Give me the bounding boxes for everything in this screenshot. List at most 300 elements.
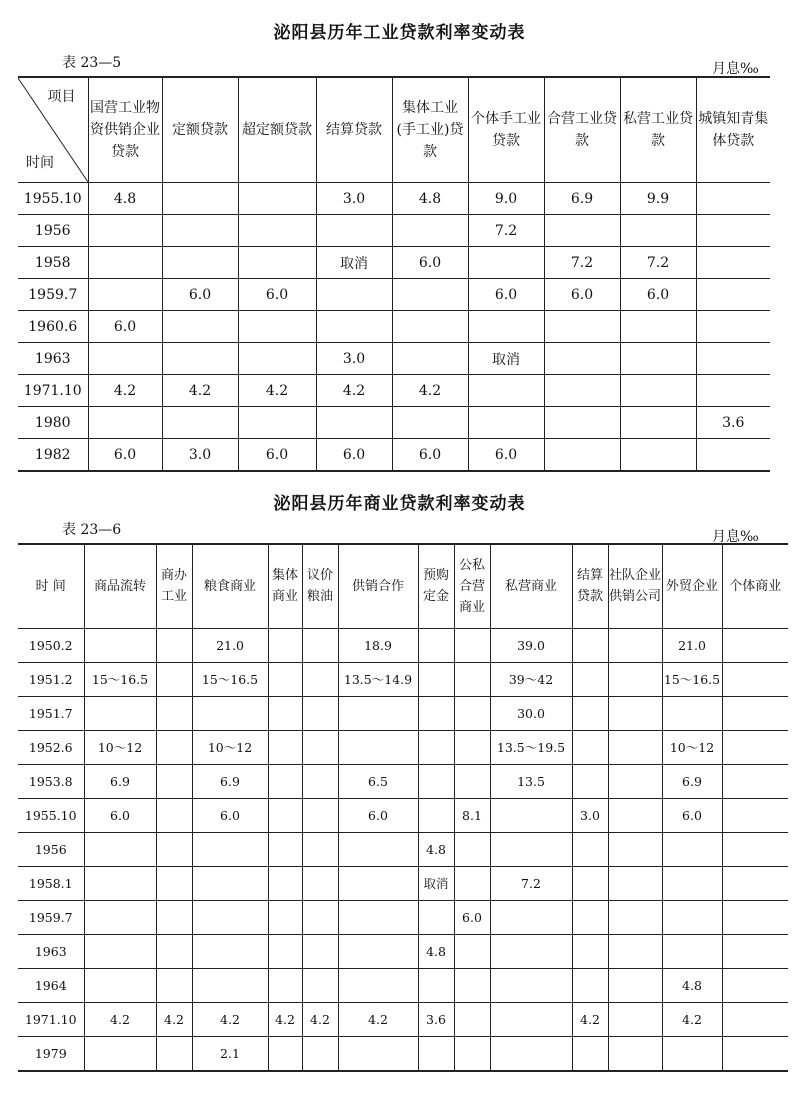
rate-cell: 4.2 (268, 1002, 302, 1036)
rate-cell: 4.2 (572, 1002, 608, 1036)
rate-cell (608, 798, 662, 832)
rate-cell (490, 832, 572, 866)
column-header: 个体商业 (722, 544, 788, 628)
rate-cell: 6.9 (84, 764, 156, 798)
column-header: 社队企业供销公司 (608, 544, 662, 628)
rate-cell: 15～16.5 (192, 662, 268, 696)
table-row (18, 183, 770, 215)
rate-cell (490, 900, 572, 934)
rate-cell (84, 900, 156, 934)
rate-cell (454, 866, 490, 900)
rate-cell: 9.0 (468, 183, 544, 215)
rate-cell (338, 1036, 418, 1071)
row-time-cell: 1979 (18, 1036, 84, 1071)
rate-cell: 4.2 (392, 375, 468, 407)
rate-cell: 6.0 (620, 279, 696, 311)
rate-cell (302, 1036, 338, 1071)
rate-cell (302, 934, 338, 968)
row-time-cell: 1956 (18, 215, 88, 247)
rate-cell (88, 247, 162, 279)
rate-cell: 15～16.5 (662, 662, 722, 696)
rate-cell: 10～12 (192, 730, 268, 764)
rate-cell: 15～16.5 (84, 662, 156, 696)
rate-cell: 4.8 (418, 934, 454, 968)
rate-cell: 21.0 (192, 628, 268, 662)
rate-cell: 3.0 (572, 798, 608, 832)
rate-cell (338, 866, 418, 900)
rate-cell (302, 730, 338, 764)
rate-cell (156, 866, 192, 900)
table-row (18, 798, 788, 832)
rate-cell (722, 968, 788, 1002)
rate-cell (316, 311, 392, 343)
rate-cell (418, 764, 454, 798)
rate-cell (268, 696, 302, 730)
rate-cell (238, 343, 316, 375)
rate-cell (572, 866, 608, 900)
rate-cell: 13.5 (490, 764, 572, 798)
table-row (18, 934, 788, 968)
rate-cell: 39.0 (490, 628, 572, 662)
rate-cell (84, 866, 156, 900)
rate-cell (156, 730, 192, 764)
corner-header (18, 77, 88, 183)
rate-cell (722, 832, 788, 866)
rate-cell (84, 1036, 156, 1071)
rate-cell: 4.2 (316, 375, 392, 407)
rate-cell: 取消 (418, 866, 454, 900)
rate-cell (418, 968, 454, 1002)
column-header: 集体工业(手工业)贷 款 (392, 77, 468, 183)
rate-cell: 8.1 (454, 798, 490, 832)
rate-cell: 39～42 (490, 662, 572, 696)
row-time-cell: 1959.7 (18, 900, 84, 934)
rate-cell (608, 1036, 662, 1071)
column-header: 公私合营商业 (454, 544, 490, 628)
rate-cell (572, 968, 608, 1002)
rate-cell: 3.0 (316, 343, 392, 375)
rate-cell (572, 730, 608, 764)
rate-cell (192, 934, 268, 968)
rate-cell: 7.2 (468, 215, 544, 247)
rate-cell (338, 900, 418, 934)
rate-cell (722, 764, 788, 798)
rate-cell (662, 934, 722, 968)
table-row (18, 439, 770, 472)
rate-cell (392, 343, 468, 375)
column-header: 国营工业物资供销企业贷款 (88, 77, 162, 183)
rate-cell: 6.0 (238, 279, 316, 311)
rate-cell: 6.0 (88, 439, 162, 472)
rate-cell (544, 407, 620, 439)
rate-cell (418, 798, 454, 832)
rate-cell (88, 343, 162, 375)
rate-cell (696, 183, 770, 215)
table-row (18, 730, 788, 764)
rate-cell (392, 407, 468, 439)
rate-cell (468, 375, 544, 407)
rate-cell (722, 900, 788, 934)
rate-cell (418, 1036, 454, 1071)
table2-number: 表 23—6 (62, 522, 122, 538)
rate-cell (696, 215, 770, 247)
table-row (18, 375, 770, 407)
row-time-cell: 1955.10 (18, 798, 84, 832)
rate-cell (418, 730, 454, 764)
rate-cell (316, 407, 392, 439)
rate-cell (268, 662, 302, 696)
column-header: 粮食商业 (192, 544, 268, 628)
row-time-cell: 1980 (18, 407, 88, 439)
column-header: 结算贷款 (316, 77, 392, 183)
column-header: 私营工业贷款 (620, 77, 696, 183)
column-header: 私营商业 (490, 544, 572, 628)
rate-cell (302, 832, 338, 866)
rate-cell: 4.8 (662, 968, 722, 1002)
table-row (18, 215, 770, 247)
rate-cell (544, 343, 620, 375)
row-time-cell: 1958 (18, 247, 88, 279)
rate-cell (722, 628, 788, 662)
rate-cell (722, 1036, 788, 1071)
row-time-cell: 1951.7 (18, 696, 84, 730)
row-time-cell: 1964 (18, 968, 84, 1002)
rate-cell (156, 832, 192, 866)
rate-cell: 6.0 (392, 439, 468, 472)
rate-cell (722, 1002, 788, 1036)
table1-title: 泌阳县历年工业贷款利率变动表 (273, 23, 526, 43)
rate-cell (620, 375, 696, 407)
rate-cell (392, 311, 468, 343)
rate-cell (454, 968, 490, 1002)
rate-cell (392, 215, 468, 247)
rate-cell (192, 696, 268, 730)
rate-cell (468, 407, 544, 439)
rate-cell: 6.0 (544, 279, 620, 311)
rate-cell (156, 696, 192, 730)
rate-cell: 4.2 (238, 375, 316, 407)
rate-cell (608, 866, 662, 900)
rate-cell: 3.6 (418, 1002, 454, 1036)
rate-cell: 4.8 (392, 183, 468, 215)
rate-cell: 4.2 (662, 1002, 722, 1036)
rate-cell (302, 968, 338, 1002)
rate-cell (338, 968, 418, 1002)
rate-cell (662, 900, 722, 934)
rate-cell (544, 439, 620, 472)
rate-cell (238, 215, 316, 247)
rate-cell (162, 247, 238, 279)
rate-cell (418, 628, 454, 662)
rate-cell (84, 934, 156, 968)
rate-cell (88, 279, 162, 311)
rate-cell (468, 311, 544, 343)
rate-cell (572, 934, 608, 968)
rate-cell: 6.9 (662, 764, 722, 798)
rate-cell (192, 866, 268, 900)
rate-cell (338, 730, 418, 764)
rate-cell (608, 900, 662, 934)
rate-cell (268, 1036, 302, 1071)
rate-cell (608, 934, 662, 968)
column-header: 预购定金 (418, 544, 454, 628)
rate-cell (238, 247, 316, 279)
rate-cell (268, 628, 302, 662)
rate-cell (454, 730, 490, 764)
table-row (18, 311, 770, 343)
rate-cell (696, 247, 770, 279)
rate-cell (302, 662, 338, 696)
rate-cell (192, 832, 268, 866)
rate-cell (696, 343, 770, 375)
rate-cell (268, 798, 302, 832)
column-header: 超定额贷款 (238, 77, 316, 183)
table-row (18, 279, 770, 311)
rate-cell (156, 934, 192, 968)
rate-cell (608, 696, 662, 730)
rate-cell (338, 832, 418, 866)
rate-cell (662, 1036, 722, 1071)
rate-cell (572, 628, 608, 662)
rate-cell: 6.0 (316, 439, 392, 472)
rate-cell (302, 798, 338, 832)
rate-cell (454, 628, 490, 662)
rate-cell: 6.0 (338, 798, 418, 832)
row-time-cell: 1951.2 (18, 662, 84, 696)
rate-cell (662, 696, 722, 730)
column-header: 城镇知青集体贷款 (696, 77, 770, 183)
rate-cell: 取消 (468, 343, 544, 375)
rate-cell: 3.0 (316, 183, 392, 215)
rate-cell (454, 764, 490, 798)
rate-cell (620, 215, 696, 247)
row-time-cell: 1960.6 (18, 311, 88, 343)
rate-cell: 取消 (316, 247, 392, 279)
rate-cell (572, 1036, 608, 1071)
rate-cell (722, 866, 788, 900)
rate-cell (302, 900, 338, 934)
rate-cell (572, 662, 608, 696)
rate-cell (696, 311, 770, 343)
rate-cell: 10～12 (662, 730, 722, 764)
table-row (18, 662, 788, 696)
table-row (18, 900, 788, 934)
rate-cell: 4.2 (338, 1002, 418, 1036)
column-header: 个体手工业贷款 (468, 77, 544, 183)
rate-cell (544, 311, 620, 343)
rate-cell (338, 696, 418, 730)
column-header: 定额贷款 (162, 77, 238, 183)
table-row (18, 247, 770, 279)
rate-cell: 13.5～14.9 (338, 662, 418, 696)
rate-cell (490, 968, 572, 1002)
commercial-loan-rate-table (18, 543, 788, 1072)
rate-cell (162, 343, 238, 375)
rate-cell: 6.9 (544, 183, 620, 215)
table-row (18, 1002, 788, 1036)
rate-cell: 4.2 (156, 1002, 192, 1036)
rate-cell (572, 832, 608, 866)
rate-cell (490, 798, 572, 832)
rate-cell (268, 968, 302, 1002)
rate-cell (302, 866, 338, 900)
corner-time-label: 时间 (26, 155, 54, 171)
rate-cell (490, 934, 572, 968)
rate-cell (608, 832, 662, 866)
rate-cell (620, 343, 696, 375)
rate-cell (238, 311, 316, 343)
rate-cell (84, 832, 156, 866)
rate-cell (418, 662, 454, 696)
rate-cell: 30.0 (490, 696, 572, 730)
rate-cell (338, 934, 418, 968)
rate-cell: 4.2 (88, 375, 162, 407)
rate-cell (392, 279, 468, 311)
rate-cell (268, 900, 302, 934)
rate-cell (608, 968, 662, 1002)
rate-cell (608, 1002, 662, 1036)
rate-cell (268, 730, 302, 764)
rate-cell (418, 696, 454, 730)
column-header: 结算贷款 (572, 544, 608, 628)
row-time-cell: 1982 (18, 439, 88, 472)
rate-cell (84, 628, 156, 662)
table-row (18, 1036, 788, 1071)
rate-cell: 21.0 (662, 628, 722, 662)
rate-cell: 6.0 (192, 798, 268, 832)
rate-cell (454, 1036, 490, 1071)
table2-title: 泌阳县历年商业贷款利率变动表 (273, 494, 526, 514)
table-row (18, 696, 788, 730)
rate-cell (608, 628, 662, 662)
rate-cell: 6.9 (192, 764, 268, 798)
rate-cell (608, 662, 662, 696)
rate-cell (454, 696, 490, 730)
rate-cell (468, 247, 544, 279)
rate-cell: 7.2 (620, 247, 696, 279)
rate-cell (722, 730, 788, 764)
rate-cell (268, 764, 302, 798)
table2-unit: 月息‰ (712, 529, 759, 545)
rate-cell: 6.0 (662, 798, 722, 832)
table-row (18, 764, 788, 798)
row-time-cell: 1950.2 (18, 628, 84, 662)
rate-cell: 3.6 (696, 407, 770, 439)
rate-cell (84, 968, 156, 1002)
rate-cell: 6.0 (392, 247, 468, 279)
rate-cell (490, 1002, 572, 1036)
rate-cell (544, 215, 620, 247)
rate-cell (454, 662, 490, 696)
rate-cell: 6.0 (238, 439, 316, 472)
rate-cell (620, 407, 696, 439)
rate-cell (268, 934, 302, 968)
rate-cell: 13.5～19.5 (490, 730, 572, 764)
rate-cell (722, 798, 788, 832)
row-time-cell: 1963 (18, 343, 88, 375)
rate-cell (454, 832, 490, 866)
column-header: 集体商业 (268, 544, 302, 628)
rate-cell (302, 764, 338, 798)
rate-cell (722, 696, 788, 730)
rate-cell: 6.0 (162, 279, 238, 311)
rate-cell (572, 764, 608, 798)
column-header: 商办工业 (156, 544, 192, 628)
rate-cell (238, 183, 316, 215)
rate-cell (88, 215, 162, 247)
rate-cell (156, 798, 192, 832)
rate-cell (268, 866, 302, 900)
rate-cell (316, 215, 392, 247)
rate-cell (156, 628, 192, 662)
rate-cell (418, 900, 454, 934)
rate-cell (662, 832, 722, 866)
rate-cell (620, 439, 696, 472)
table1-unit: 月息‰ (712, 61, 759, 77)
rate-cell (84, 696, 156, 730)
rate-cell (696, 439, 770, 472)
rate-cell: 2.1 (192, 1036, 268, 1071)
rate-cell (156, 968, 192, 1002)
rate-cell (192, 900, 268, 934)
rate-cell (192, 968, 268, 1002)
rate-cell: 4.2 (162, 375, 238, 407)
rate-cell (268, 832, 302, 866)
rate-cell (608, 730, 662, 764)
table-row (18, 407, 770, 439)
row-time-cell: 1958.1 (18, 866, 84, 900)
corner-item-label: 项目 (47, 89, 76, 105)
rate-cell (722, 662, 788, 696)
rate-cell (454, 934, 490, 968)
rate-cell: 6.0 (454, 900, 490, 934)
corner-time-label: 时 间 (18, 544, 84, 628)
rate-cell (662, 866, 722, 900)
rate-cell: 4.8 (418, 832, 454, 866)
row-time-cell: 1952.6 (18, 730, 84, 764)
rate-cell (238, 407, 316, 439)
rate-cell (162, 183, 238, 215)
column-header: 合营工业贷款 (544, 77, 620, 183)
row-time-cell: 1956 (18, 832, 84, 866)
row-time-cell: 1971.10 (18, 375, 88, 407)
rate-cell (316, 279, 392, 311)
column-header: 供销合作 (338, 544, 418, 628)
rate-cell (162, 407, 238, 439)
rate-cell (156, 764, 192, 798)
rate-cell (162, 215, 238, 247)
rate-cell: 6.5 (338, 764, 418, 798)
row-time-cell: 1971.10 (18, 1002, 84, 1036)
rate-cell (696, 375, 770, 407)
row-time-cell: 1959.7 (18, 279, 88, 311)
rate-cell: 18.9 (338, 628, 418, 662)
rate-cell: 4.2 (192, 1002, 268, 1036)
rate-cell (572, 696, 608, 730)
rate-cell (302, 696, 338, 730)
rate-cell: 7.2 (544, 247, 620, 279)
rate-cell (620, 311, 696, 343)
rate-cell: 4.2 (302, 1002, 338, 1036)
rate-cell: 6.0 (88, 311, 162, 343)
table-row (18, 343, 770, 375)
rate-cell (454, 1002, 490, 1036)
rate-cell: 6.0 (468, 279, 544, 311)
rate-cell (156, 1036, 192, 1071)
rate-cell (88, 407, 162, 439)
rate-cell (572, 900, 608, 934)
table-row (18, 866, 788, 900)
